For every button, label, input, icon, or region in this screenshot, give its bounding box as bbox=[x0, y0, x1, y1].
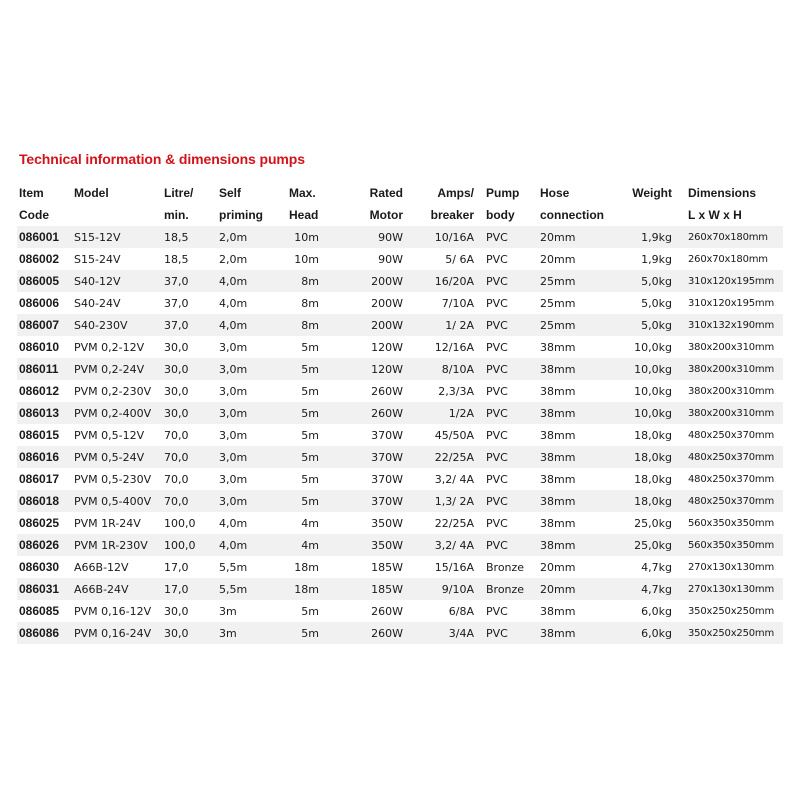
weight-cell: 5,0kg bbox=[616, 270, 674, 292]
model-cell: PVM 0,16-12V bbox=[72, 600, 162, 622]
rated-motor-cell: 200W bbox=[337, 270, 417, 292]
hose-connection-cell: 38mm bbox=[538, 336, 616, 358]
header-dimensions: Dimensions bbox=[688, 186, 757, 200]
table-row bbox=[17, 336, 783, 358]
header-min: min. bbox=[164, 208, 189, 222]
self-priming-cell: 3m bbox=[217, 622, 287, 644]
model-cell: A66B-24V bbox=[72, 578, 162, 600]
model-cell: PVM 0,2-24V bbox=[72, 358, 162, 380]
max-head-cell: 8m bbox=[287, 314, 337, 336]
weight-cell: 1,9kg bbox=[616, 248, 674, 270]
pump-body-cell: PVC bbox=[476, 468, 538, 490]
weight-cell: 5,0kg bbox=[616, 314, 674, 336]
dimensions-cell: 350x250x250mm bbox=[674, 622, 783, 644]
hose-connection-cell: 20mm bbox=[538, 556, 616, 578]
header-pump: Pump bbox=[486, 186, 520, 200]
amps-breaker-cell: 12/16A bbox=[417, 336, 476, 358]
weight-cell: 4,7kg bbox=[616, 578, 674, 600]
header-litre: Litre/ bbox=[164, 186, 194, 200]
amps-breaker-cell: 22/25A bbox=[417, 512, 476, 534]
weight-cell: 10,0kg bbox=[616, 358, 674, 380]
model-cell: PVM 0,5-12V bbox=[72, 424, 162, 446]
self-priming-cell: 2,0m bbox=[217, 226, 287, 248]
item-code-cell: 086085 bbox=[17, 600, 72, 622]
amps-breaker-cell: 1/2A bbox=[417, 402, 476, 424]
rated-motor-cell: 260W bbox=[337, 402, 417, 424]
model-cell: PVM 1R-24V bbox=[72, 512, 162, 534]
item-code-cell: 086007 bbox=[17, 314, 72, 336]
max-head-cell: 8m bbox=[287, 270, 337, 292]
max-head-cell: 5m bbox=[287, 402, 337, 424]
self-priming-cell: 3,0m bbox=[217, 468, 287, 490]
self-priming-cell: 5,5m bbox=[217, 556, 287, 578]
litre-min-cell: 30,0 bbox=[162, 402, 217, 424]
weight-cell: 25,0kg bbox=[616, 534, 674, 556]
max-head-cell: 5m bbox=[287, 622, 337, 644]
pump-body-cell: PVC bbox=[476, 622, 538, 644]
rated-motor-cell: 120W bbox=[337, 358, 417, 380]
hose-connection-cell: 20mm bbox=[538, 248, 616, 270]
header-breaker: breaker bbox=[430, 208, 474, 222]
amps-breaker-cell: 7/10A bbox=[417, 292, 476, 314]
table-row bbox=[17, 226, 783, 248]
weight-cell: 25,0kg bbox=[616, 512, 674, 534]
pump-body-cell: PVC bbox=[476, 600, 538, 622]
table-row bbox=[17, 358, 783, 380]
table-body bbox=[17, 226, 783, 644]
hose-connection-cell: 38mm bbox=[538, 446, 616, 468]
model-cell: PVM 0,2-12V bbox=[72, 336, 162, 358]
dimensions-cell: 270x130x130mm bbox=[674, 578, 783, 600]
litre-min-cell: 18,5 bbox=[162, 248, 217, 270]
pump-body-cell: PVC bbox=[476, 490, 538, 512]
item-code-cell: 086026 bbox=[17, 534, 72, 556]
item-code-cell: 086005 bbox=[17, 270, 72, 292]
model-cell: A66B-12V bbox=[72, 556, 162, 578]
header-rated: Rated bbox=[369, 186, 403, 200]
hose-connection-cell: 38mm bbox=[538, 380, 616, 402]
table-row bbox=[17, 380, 783, 402]
litre-min-cell: 30,0 bbox=[162, 358, 217, 380]
amps-breaker-cell: 8/10A bbox=[417, 358, 476, 380]
weight-cell: 18,0kg bbox=[616, 424, 674, 446]
model-cell: S40-24V bbox=[72, 292, 162, 314]
litre-min-cell: 70,0 bbox=[162, 424, 217, 446]
amps-breaker-cell: 9/10A bbox=[417, 578, 476, 600]
max-head-cell: 5m bbox=[287, 424, 337, 446]
self-priming-cell: 3m bbox=[217, 600, 287, 622]
hose-connection-cell: 38mm bbox=[538, 468, 616, 490]
table-row bbox=[17, 468, 783, 490]
amps-breaker-cell: 15/16A bbox=[417, 556, 476, 578]
item-code-cell: 086025 bbox=[17, 512, 72, 534]
item-code-cell: 086001 bbox=[17, 226, 72, 248]
dimensions-cell: 350x250x250mm bbox=[674, 600, 783, 622]
self-priming-cell: 3,0m bbox=[217, 336, 287, 358]
litre-min-cell: 37,0 bbox=[162, 292, 217, 314]
header-max: Max. bbox=[289, 186, 316, 200]
self-priming-cell: 3,0m bbox=[217, 446, 287, 468]
self-priming-cell: 2,0m bbox=[217, 248, 287, 270]
item-code-cell: 086010 bbox=[17, 336, 72, 358]
pump-body-cell: PVC bbox=[476, 270, 538, 292]
item-code-cell: 086031 bbox=[17, 578, 72, 600]
item-code-cell: 086002 bbox=[17, 248, 72, 270]
model-cell: S15-24V bbox=[72, 248, 162, 270]
item-code-cell: 086011 bbox=[17, 358, 72, 380]
pump-body-cell: PVC bbox=[476, 226, 538, 248]
dimensions-cell: 260x70x180mm bbox=[674, 226, 783, 248]
header-row-1 bbox=[17, 182, 783, 204]
rated-motor-cell: 90W bbox=[337, 226, 417, 248]
litre-min-cell: 70,0 bbox=[162, 490, 217, 512]
hose-connection-cell: 25mm bbox=[538, 314, 616, 336]
rated-motor-cell: 200W bbox=[337, 292, 417, 314]
header-priming: priming bbox=[219, 208, 263, 222]
header-model-2 bbox=[72, 204, 162, 226]
self-priming-cell: 4,0m bbox=[217, 292, 287, 314]
max-head-cell: 4m bbox=[287, 534, 337, 556]
rated-motor-cell: 370W bbox=[337, 468, 417, 490]
header-weight: Weight bbox=[632, 186, 672, 200]
table-row bbox=[17, 556, 783, 578]
rated-motor-cell: 370W bbox=[337, 490, 417, 512]
model-cell: PVM 0,2-230V bbox=[72, 380, 162, 402]
table-row bbox=[17, 270, 783, 292]
pump-body-cell: PVC bbox=[476, 380, 538, 402]
header-body: body bbox=[486, 208, 515, 222]
pump-body-cell: PVC bbox=[476, 248, 538, 270]
item-code-cell: 086013 bbox=[17, 402, 72, 424]
hose-connection-cell: 38mm bbox=[538, 490, 616, 512]
pump-body-cell: PVC bbox=[476, 402, 538, 424]
amps-breaker-cell: 3,2/ 4A bbox=[417, 534, 476, 556]
model-cell: PVM 0,5-400V bbox=[72, 490, 162, 512]
amps-breaker-cell: 5/ 6A bbox=[417, 248, 476, 270]
dimensions-cell: 380x200x310mm bbox=[674, 380, 783, 402]
table-row bbox=[17, 600, 783, 622]
table-row bbox=[17, 402, 783, 424]
page-title: Technical information & dimensions pumps bbox=[19, 151, 305, 167]
header-head: Head bbox=[289, 208, 319, 222]
amps-breaker-cell: 6/8A bbox=[417, 600, 476, 622]
self-priming-cell: 4,0m bbox=[217, 534, 287, 556]
max-head-cell: 18m bbox=[287, 578, 337, 600]
dimensions-cell: 480x250x370mm bbox=[674, 446, 783, 468]
model-cell: S15-12V bbox=[72, 226, 162, 248]
model-cell: S40-230V bbox=[72, 314, 162, 336]
hose-connection-cell: 38mm bbox=[538, 622, 616, 644]
max-head-cell: 5m bbox=[287, 358, 337, 380]
pump-body-cell: Bronze bbox=[476, 556, 538, 578]
item-code-cell: 086086 bbox=[17, 622, 72, 644]
pump-body-cell: PVC bbox=[476, 358, 538, 380]
dimensions-cell: 480x250x370mm bbox=[674, 490, 783, 512]
model-cell: PVM 0,2-400V bbox=[72, 402, 162, 424]
pump-spec-table bbox=[17, 182, 783, 644]
weight-cell: 6,0kg bbox=[616, 622, 674, 644]
weight-cell: 18,0kg bbox=[616, 490, 674, 512]
dimensions-cell: 560x350x350mm bbox=[674, 512, 783, 534]
amps-breaker-cell: 1,3/ 2A bbox=[417, 490, 476, 512]
rated-motor-cell: 260W bbox=[337, 600, 417, 622]
hose-connection-cell: 20mm bbox=[538, 578, 616, 600]
hose-connection-cell: 25mm bbox=[538, 292, 616, 314]
litre-min-cell: 30,0 bbox=[162, 600, 217, 622]
item-code-cell: 086030 bbox=[17, 556, 72, 578]
header-lwh: L x W x H bbox=[688, 208, 742, 222]
litre-min-cell: 30,0 bbox=[162, 380, 217, 402]
header-self: Self bbox=[219, 186, 242, 200]
max-head-cell: 10m bbox=[287, 226, 337, 248]
rated-motor-cell: 185W bbox=[337, 578, 417, 600]
item-code-cell: 086015 bbox=[17, 424, 72, 446]
max-head-cell: 4m bbox=[287, 512, 337, 534]
pump-body-cell: PVC bbox=[476, 446, 538, 468]
dimensions-cell: 480x250x370mm bbox=[674, 424, 783, 446]
model-cell: PVM 0,5-24V bbox=[72, 446, 162, 468]
dimensions-cell: 310x120x195mm bbox=[674, 270, 783, 292]
weight-cell: 18,0kg bbox=[616, 446, 674, 468]
item-code-cell: 086012 bbox=[17, 380, 72, 402]
litre-min-cell: 100,0 bbox=[162, 512, 217, 534]
self-priming-cell: 5,5m bbox=[217, 578, 287, 600]
pump-body-cell: PVC bbox=[476, 314, 538, 336]
rated-motor-cell: 370W bbox=[337, 424, 417, 446]
table-row bbox=[17, 622, 783, 644]
header-connection: connection bbox=[540, 208, 605, 222]
max-head-cell: 5m bbox=[287, 468, 337, 490]
weight-cell: 4,7kg bbox=[616, 556, 674, 578]
table-row bbox=[17, 292, 783, 314]
table-row bbox=[17, 248, 783, 270]
hose-connection-cell: 38mm bbox=[538, 534, 616, 556]
rated-motor-cell: 350W bbox=[337, 534, 417, 556]
hose-connection-cell: 25mm bbox=[538, 270, 616, 292]
max-head-cell: 8m bbox=[287, 292, 337, 314]
weight-cell: 18,0kg bbox=[616, 468, 674, 490]
pump-body-cell: PVC bbox=[476, 534, 538, 556]
item-code-cell: 086016 bbox=[17, 446, 72, 468]
hose-connection-cell: 38mm bbox=[538, 512, 616, 534]
litre-min-cell: 100,0 bbox=[162, 534, 217, 556]
item-code-cell: 086018 bbox=[17, 490, 72, 512]
self-priming-cell: 3,0m bbox=[217, 380, 287, 402]
weight-cell: 10,0kg bbox=[616, 380, 674, 402]
amps-breaker-cell: 3,2/ 4A bbox=[417, 468, 476, 490]
amps-breaker-cell: 22/25A bbox=[417, 446, 476, 468]
hose-connection-cell: 38mm bbox=[538, 600, 616, 622]
pump-body-cell: Bronze bbox=[476, 578, 538, 600]
dimensions-cell: 270x130x130mm bbox=[674, 556, 783, 578]
rated-motor-cell: 185W bbox=[337, 556, 417, 578]
table-row bbox=[17, 534, 783, 556]
header-item: Item bbox=[19, 186, 44, 200]
dimensions-cell: 380x200x310mm bbox=[674, 336, 783, 358]
header-hose: Hose bbox=[540, 186, 570, 200]
max-head-cell: 5m bbox=[287, 446, 337, 468]
weight-cell: 10,0kg bbox=[616, 336, 674, 358]
rated-motor-cell: 370W bbox=[337, 446, 417, 468]
table-row bbox=[17, 314, 783, 336]
self-priming-cell: 3,0m bbox=[217, 490, 287, 512]
max-head-cell: 10m bbox=[287, 248, 337, 270]
self-priming-cell: 4,0m bbox=[217, 270, 287, 292]
table-row bbox=[17, 578, 783, 600]
model-cell: S40-12V bbox=[72, 270, 162, 292]
rated-motor-cell: 260W bbox=[337, 622, 417, 644]
table-row bbox=[17, 424, 783, 446]
rated-motor-cell: 200W bbox=[337, 314, 417, 336]
dimensions-cell: 310x132x190mm bbox=[674, 314, 783, 336]
max-head-cell: 5m bbox=[287, 336, 337, 358]
rated-motor-cell: 350W bbox=[337, 512, 417, 534]
dimensions-cell: 310x120x195mm bbox=[674, 292, 783, 314]
litre-min-cell: 18,5 bbox=[162, 226, 217, 248]
item-code-cell: 086006 bbox=[17, 292, 72, 314]
weight-cell: 10,0kg bbox=[616, 402, 674, 424]
header-model: Model bbox=[74, 186, 109, 200]
pump-body-cell: PVC bbox=[476, 424, 538, 446]
hose-connection-cell: 38mm bbox=[538, 424, 616, 446]
max-head-cell: 5m bbox=[287, 380, 337, 402]
self-priming-cell: 4,0m bbox=[217, 314, 287, 336]
hose-connection-cell: 20mm bbox=[538, 226, 616, 248]
dimensions-cell: 560x350x350mm bbox=[674, 534, 783, 556]
self-priming-cell: 3,0m bbox=[217, 424, 287, 446]
litre-min-cell: 70,0 bbox=[162, 468, 217, 490]
litre-min-cell: 17,0 bbox=[162, 578, 217, 600]
weight-cell: 1,9kg bbox=[616, 226, 674, 248]
amps-breaker-cell: 2,3/3A bbox=[417, 380, 476, 402]
litre-min-cell: 37,0 bbox=[162, 270, 217, 292]
table-row bbox=[17, 490, 783, 512]
table-row bbox=[17, 512, 783, 534]
litre-min-cell: 70,0 bbox=[162, 446, 217, 468]
self-priming-cell: 4,0m bbox=[217, 512, 287, 534]
max-head-cell: 18m bbox=[287, 556, 337, 578]
table-header bbox=[17, 182, 783, 226]
rated-motor-cell: 90W bbox=[337, 248, 417, 270]
table-row bbox=[17, 446, 783, 468]
dimensions-cell: 380x200x310mm bbox=[674, 402, 783, 424]
header-code: Code bbox=[19, 208, 49, 222]
header-amps: Amps/ bbox=[437, 186, 474, 200]
amps-breaker-cell: 3/4A bbox=[417, 622, 476, 644]
pump-body-cell: PVC bbox=[476, 512, 538, 534]
header-motor: Motor bbox=[369, 208, 403, 222]
self-priming-cell: 3,0m bbox=[217, 402, 287, 424]
amps-breaker-cell: 16/20A bbox=[417, 270, 476, 292]
rated-motor-cell: 260W bbox=[337, 380, 417, 402]
max-head-cell: 5m bbox=[287, 490, 337, 512]
header-row-2 bbox=[17, 204, 783, 226]
dimensions-cell: 480x250x370mm bbox=[674, 468, 783, 490]
weight-cell: 5,0kg bbox=[616, 292, 674, 314]
amps-breaker-cell: 10/16A bbox=[417, 226, 476, 248]
amps-breaker-cell: 45/50A bbox=[417, 424, 476, 446]
rated-motor-cell: 120W bbox=[337, 336, 417, 358]
pump-body-cell: PVC bbox=[476, 292, 538, 314]
item-code-cell: 086017 bbox=[17, 468, 72, 490]
litre-min-cell: 30,0 bbox=[162, 336, 217, 358]
header-weight-2 bbox=[616, 204, 674, 226]
pump-body-cell: PVC bbox=[476, 336, 538, 358]
hose-connection-cell: 38mm bbox=[538, 358, 616, 380]
weight-cell: 6,0kg bbox=[616, 600, 674, 622]
max-head-cell: 5m bbox=[287, 600, 337, 622]
model-cell: PVM 1R-230V bbox=[72, 534, 162, 556]
dimensions-cell: 260x70x180mm bbox=[674, 248, 783, 270]
litre-min-cell: 30,0 bbox=[162, 622, 217, 644]
model-cell: PVM 0,5-230V bbox=[72, 468, 162, 490]
dimensions-cell: 380x200x310mm bbox=[674, 358, 783, 380]
model-cell: PVM 0,16-24V bbox=[72, 622, 162, 644]
hose-connection-cell: 38mm bbox=[538, 402, 616, 424]
litre-min-cell: 37,0 bbox=[162, 314, 217, 336]
amps-breaker-cell: 1/ 2A bbox=[417, 314, 476, 336]
self-priming-cell: 3,0m bbox=[217, 358, 287, 380]
litre-min-cell: 17,0 bbox=[162, 556, 217, 578]
